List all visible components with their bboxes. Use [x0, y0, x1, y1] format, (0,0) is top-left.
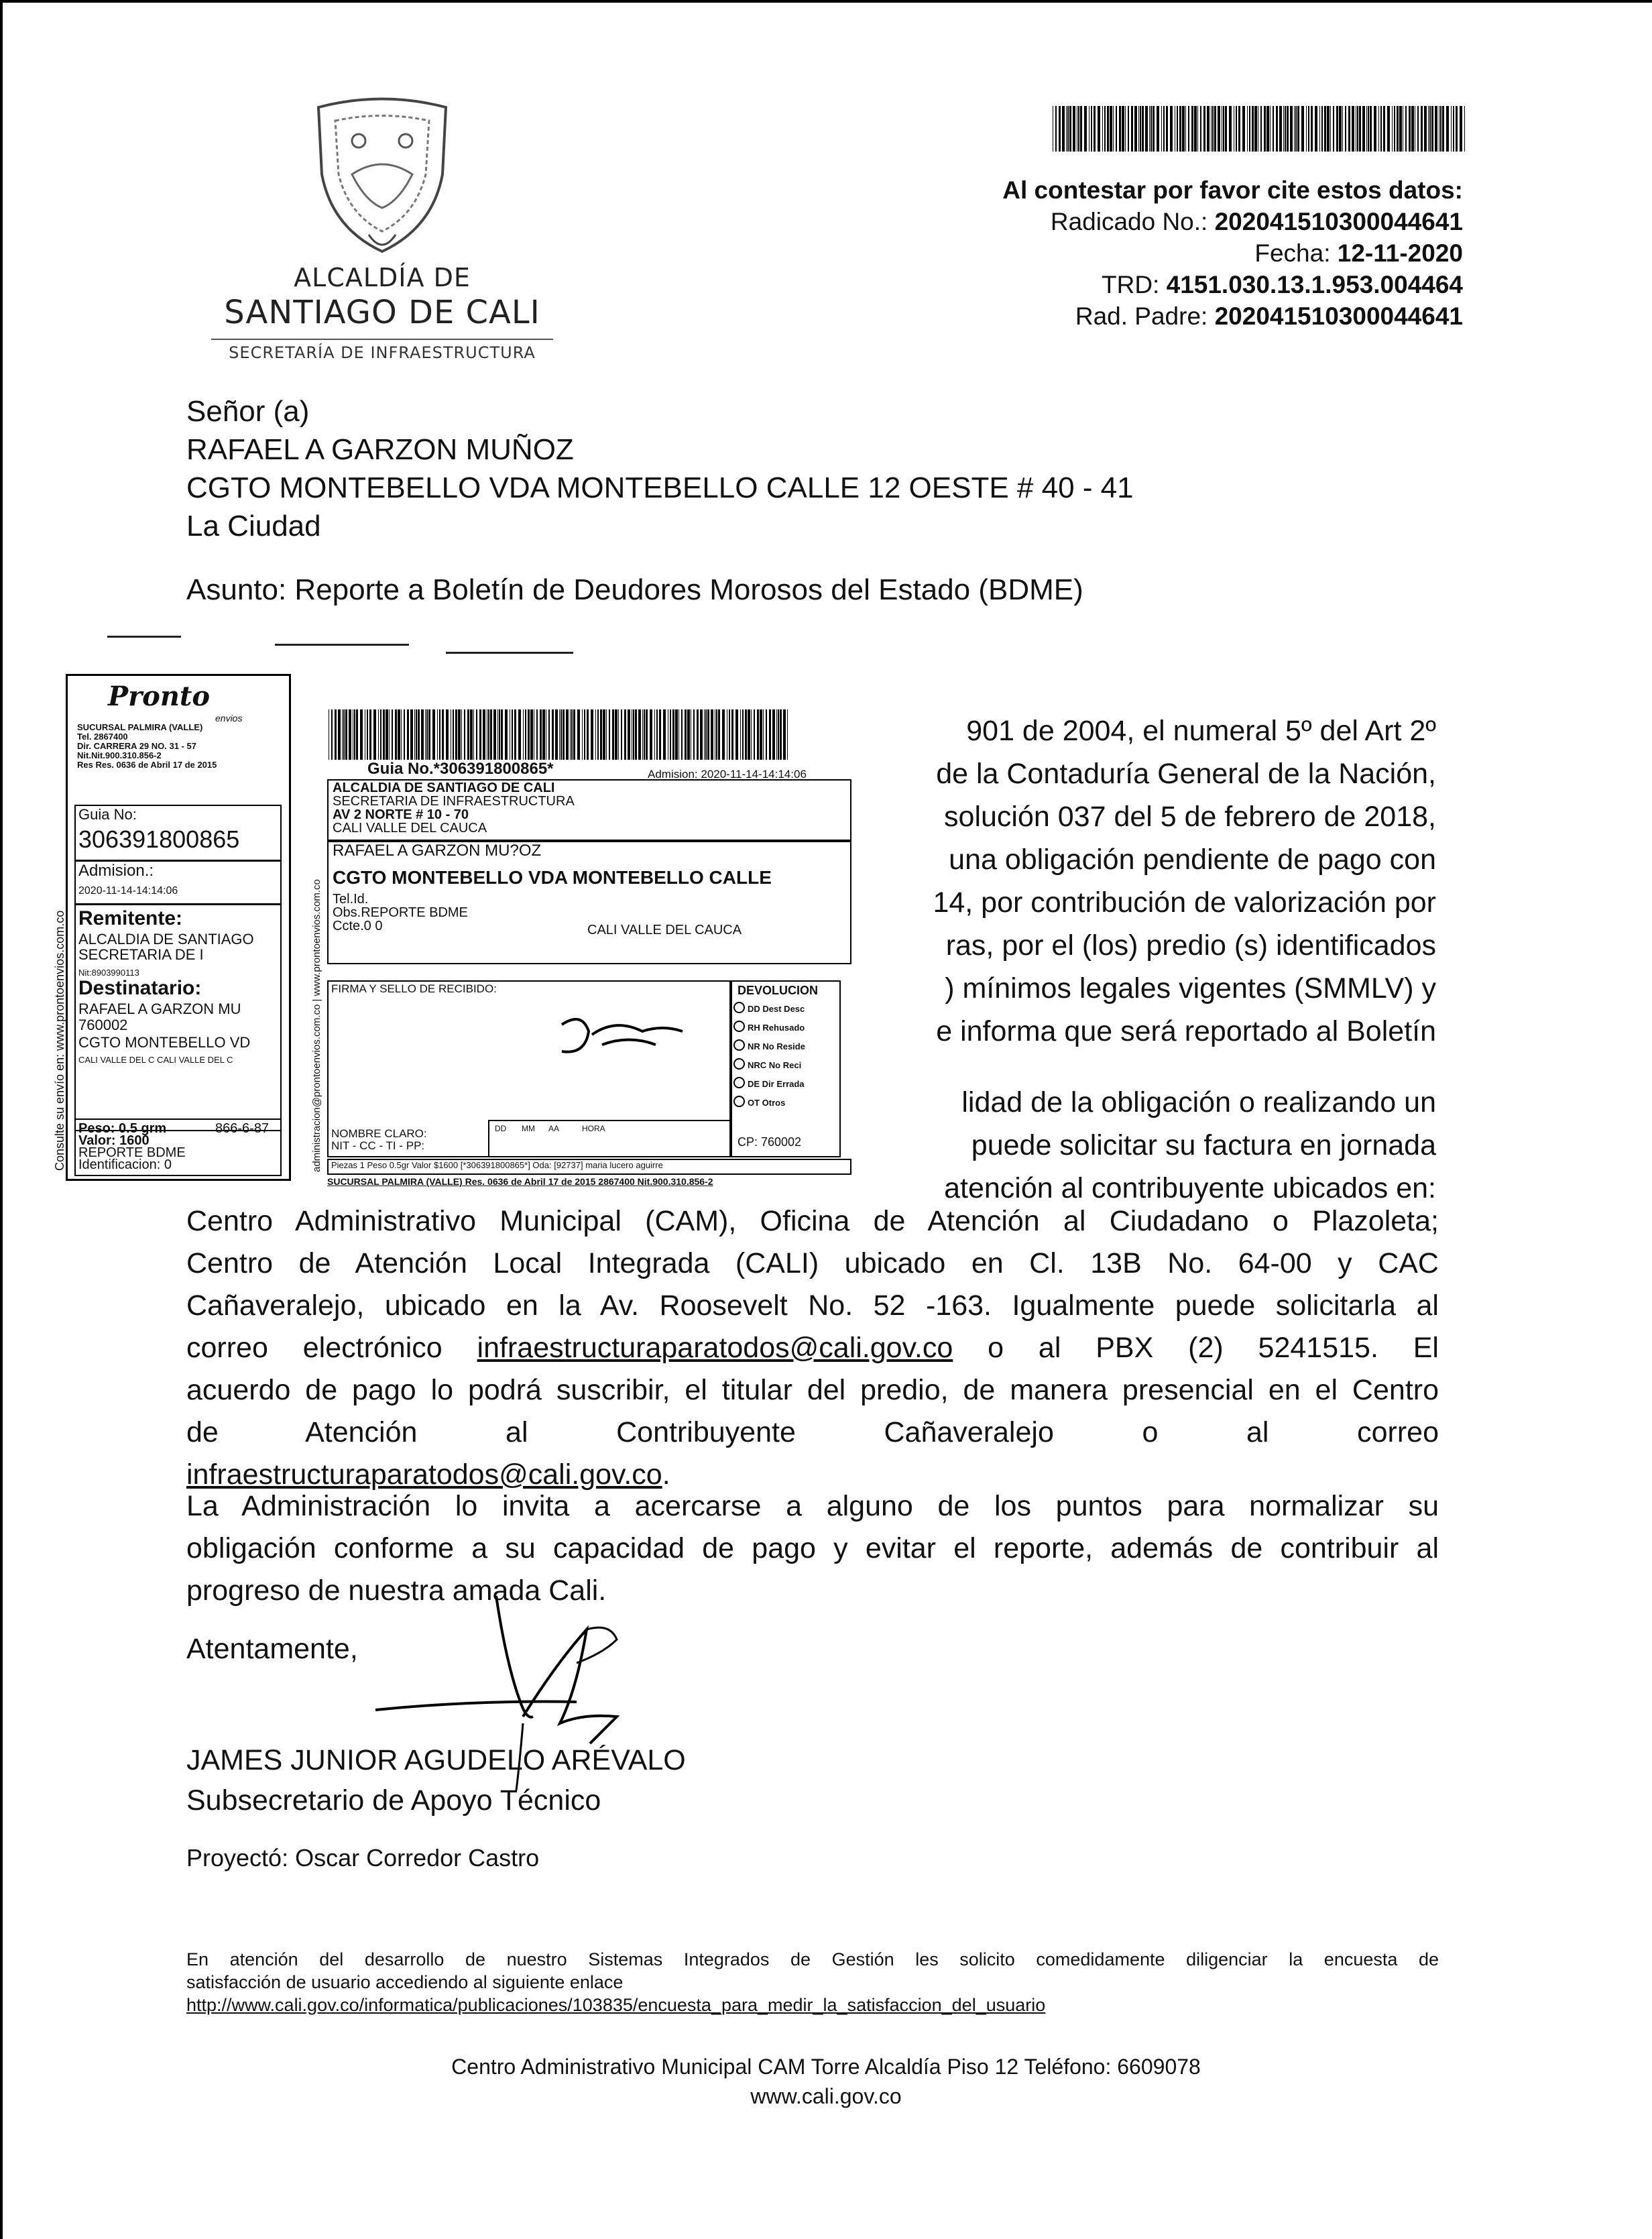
devolucion-label: DEVOLUCION	[738, 984, 819, 997]
sender-line: CALI VALLE DEL CAUCA	[333, 821, 487, 836]
postal-code: CP: 760002	[738, 1135, 802, 1149]
sender-line: ALCALDIA DE SANTIAGO DE CALI	[333, 781, 555, 795]
trd-label: TRD:	[1102, 271, 1160, 298]
barcode-top	[1051, 106, 1467, 152]
org-line-2: SANTIAGO DE CALI	[224, 294, 540, 331]
sender-line: SECRETARIA DE INFRAESTRUCTURA	[333, 794, 575, 809]
footer-website[interactable]: www.cali.gov.co	[750, 2084, 902, 2108]
projected-by: Proyectó: Oscar Corredor Castro	[186, 1844, 540, 1872]
body-line: ras, por el (los) predio (s) identificados	[945, 929, 1436, 962]
divider-dash	[446, 652, 573, 654]
trd-row	[1002, 269, 1463, 300]
recipient-line: CGTO MONTEBELLO VDA MONTEBELLO CALLE	[333, 867, 772, 888]
barcode-receipt	[327, 709, 790, 760]
package-weight: Peso: 0.5 grm	[78, 1121, 167, 1136]
destinatario-line: 760002	[78, 1017, 128, 1033]
courier-branch: SUCURSAL PALMIRA (VALLE)	[77, 722, 203, 732]
destinatario-label: Destinatario:	[78, 977, 202, 999]
survey-line: En atención del desarrollo de nuestro Sistemas Integrados de Gestión les solicito comedidamente diligenciar la encuesta de	[186, 1949, 1439, 1969]
survey-link[interactable]: http://www.cali.gov.co/informatica/publicaciones/103835/encuesta_para_medir_la_satisfaccion_del_usuario	[186, 1995, 1046, 2015]
sender-line: AV 2 NORTE # 10 - 70	[333, 807, 469, 822]
package-code: 866-6-87	[215, 1121, 270, 1136]
recipient-address	[186, 392, 1134, 545]
date-hora: HORA	[582, 1124, 605, 1133]
admision-value: 2020-11-14-14:14:06	[78, 885, 178, 897]
recipient-obs: Obs.REPORTE BDME	[333, 905, 468, 920]
page-footer	[0, 2052, 1652, 2111]
email-suffix: o al PBX (2) 5241515. El	[988, 1332, 1439, 1364]
receipt-bottom-line: SUCURSAL PALMIRA (VALLE) Res. 0636 de Abril 17 de 2015 2867400 Nit.900.310.856-2	[327, 1176, 713, 1187]
courier-receipt-stub	[53, 674, 291, 1181]
signatory-title: Subsecretario de Apoyo Técnico	[186, 1784, 601, 1817]
date-mm: MM	[522, 1124, 535, 1133]
body-line: e informa que será reportado al Boletín	[936, 1015, 1436, 1047]
package-ident: Identificacion: 0	[78, 1157, 172, 1172]
body-line: lidad de la obligación o realizando un	[961, 1086, 1436, 1118]
signatory-block	[186, 1740, 686, 1821]
remitente-line: SECRETARIA DE I	[78, 946, 204, 963]
page-border-left	[0, 0, 3, 2239]
body-line: de la Contaduría General de la Nación,	[936, 758, 1436, 790]
fecha-row	[1002, 237, 1463, 269]
date-aa: AA	[548, 1124, 560, 1133]
radio-icon	[733, 1002, 745, 1013]
firma-label: FIRMA Y SELLO DE RECIBIDO:	[331, 982, 497, 995]
salutation: Señor (a)	[186, 395, 310, 428]
body-line: puede solicitar su factura en jornada	[971, 1129, 1436, 1161]
cite-heading: Al contestar por favor cite estos datos:	[1002, 176, 1463, 204]
recipient-street: CGTO MONTEBELLO VDA MONTEBELLO CALLE 12 OESTE # 40 - 41	[186, 471, 1134, 504]
radicado-row	[1002, 206, 1463, 237]
radio-icon	[733, 1077, 745, 1088]
body-line: 14, por contribución de valorización por	[933, 886, 1436, 919]
receipt-side-text: administracion@prontoenvios.com.co | www.prontoenvios.com.co	[311, 879, 322, 1172]
remitente-label: Remitente:	[78, 907, 183, 929]
survey-line: satisfacción de usuario accediendo al siguiente enlace	[186, 1972, 624, 1992]
recipient-tel: Tel.Id.	[333, 892, 369, 907]
closing-salutation: Atentamente,	[186, 1633, 358, 1665]
body-line: solución 037 del 5 de febrero de 2018,	[944, 801, 1436, 833]
destinatario-line: CALI VALLE DEL C CALI VALLE DEL C	[78, 1055, 233, 1065]
body-paragraph-2-partial	[858, 1081, 1436, 1210]
devolucion-option[interactable]: NRC No Reci	[733, 1058, 801, 1073]
radicado-value: 202041510300044641	[1214, 208, 1463, 235]
body-line: La Administración lo invita a acercarse a alguno de los puntos para normalizar su	[186, 1490, 1439, 1522]
guia-label: Guia No:	[78, 806, 137, 823]
destinatario-line: RAFAEL A GARZON MU	[78, 1000, 241, 1017]
guia-number: 306391800865	[78, 825, 240, 853]
date-dd: DD	[495, 1124, 507, 1133]
page-border-top	[0, 0, 1652, 3]
fecha-value: 12-11-2020	[1337, 239, 1463, 267]
body-line: 901 de 2004, el numeral 5º del Art 2º	[966, 715, 1436, 747]
radio-icon	[733, 1039, 745, 1051]
body-line: una obligación pendiente de pago con	[949, 844, 1436, 876]
body-line: de Atención al Contribuyente Cañaveralejo o al correo	[186, 1416, 1439, 1448]
courier-brand-sub: envios	[215, 713, 243, 724]
radicado-label: Radicado No.:	[1050, 208, 1208, 235]
subject-line: Asunto: Reporte a Boletín de Deudores Morosos del Estado (BDME)	[186, 573, 1083, 606]
courier-res: Res Res. 0636 de Abril 17 de 2015	[77, 760, 217, 770]
body-line-email	[186, 1327, 1439, 1369]
radio-icon	[733, 1021, 745, 1032]
courier-dir: Dir. CARRERA 29 NO. 31 - 57	[77, 741, 196, 751]
recipient-line: RAFAEL A GARZON MU?OZ	[333, 842, 542, 860]
receipt-admision: Admision: 2020-11-14-14:14:06	[648, 768, 807, 781]
footer-address: Centro Administrativo Municipal CAM Torre Alcaldía Piso 12 Teléfono: 6609078	[451, 2055, 1201, 2079]
body-line: acuerdo de pago lo podrá suscribir, el titular del predio, de manera presencial en el Centro	[186, 1374, 1439, 1406]
rad-padre-value: 202041510300044641	[1214, 302, 1463, 330]
remitente-nit: Nit:8903990113	[78, 968, 139, 978]
divider-dash	[107, 636, 181, 638]
receipt-guia: Guia No.*306391800865*	[367, 760, 554, 778]
recipient-ccte: Ccte.0 0	[333, 919, 383, 933]
body-line: atención al contribuyente ubicados en:	[944, 1172, 1436, 1204]
devolucion-option[interactable]: NR No Reside	[733, 1039, 805, 1054]
courier-receipt-label	[311, 709, 851, 1194]
remitente-line: ALCALDIA DE SANTIAGO	[78, 931, 254, 948]
body-line: progreso de nuestra amada Cali.	[186, 1574, 607, 1607]
nit-cc-label: NIT - CC - TI - PP:	[331, 1139, 425, 1152]
coat-of-arms-logo	[305, 94, 459, 262]
body-paragraph-2	[186, 1200, 1439, 1496]
recipient-city: La Ciudad	[186, 510, 321, 542]
email-link[interactable]: infraestructuraparatodos@cali.gov.co	[477, 1332, 953, 1364]
devolucion-option[interactable]: OT Otros	[733, 1096, 785, 1110]
courier-brand: Pronto	[108, 681, 211, 712]
devolucion-option[interactable]: RH Rehusado	[733, 1021, 805, 1035]
rad-padre-row	[1002, 300, 1463, 332]
body-line: obligación conforme a su capacidad de pago y evitar el reporte, además de contribuir al	[186, 1532, 1439, 1564]
rad-padre-label: Rad. Padre:	[1075, 302, 1208, 330]
tracking-website: Consulte su envío en: www.prontoenvios.com.co	[53, 910, 66, 1171]
devolucion-option[interactable]: DE Dir Errada	[733, 1077, 805, 1092]
divider-dash	[275, 644, 409, 646]
package-value: Valor: 1600	[78, 1133, 150, 1148]
nombre-label: NOMBRE CLARO:	[331, 1127, 427, 1140]
piezas-line: Piezas 1 Peso 0.5gr Valor $1600 [*306391800865*] Oda: [92737] maria lucero aguirre	[331, 1160, 663, 1170]
receipt-stamp-scribble	[555, 1004, 689, 1065]
org-line-3: SECRETARÍA DE INFRAESTRUCTURA	[229, 343, 536, 362]
recipient-city: CALI VALLE DEL CAUCA	[587, 923, 742, 937]
package-obs: REPORTE BDME	[78, 1145, 186, 1160]
body-line: ) mínimos legales vigentes (SMMLV) y	[945, 972, 1436, 1004]
courier-nit: Nit.Nit.900.310.856-2	[77, 750, 162, 760]
signatory-name: JAMES JUNIOR AGUDELO ARÉVALO	[186, 1744, 686, 1776]
citation-block	[1002, 174, 1463, 332]
body-line: Centro Administrativo Municipal (CAM), Oficina de Atención al Ciudadano o Plazoleta;	[186, 1205, 1439, 1237]
destinatario-line: CGTO MONTEBELLO VD	[78, 1034, 251, 1051]
radio-icon	[733, 1058, 745, 1070]
body-paragraph-1	[858, 709, 1436, 1053]
email-link[interactable]: infraestructuraparatodos@cali.gov.co	[186, 1458, 662, 1491]
recipient-name: RAFAEL A GARZON MUÑOZ	[186, 433, 574, 466]
email-prefix: correo electrónico	[186, 1332, 442, 1364]
body-line-email-end: infraestructuraparatodos@cali.gov.co.	[186, 1458, 670, 1491]
fecha-label: Fecha:	[1254, 239, 1331, 267]
devolucion-option[interactable]: DD Dest Desc	[733, 1002, 805, 1017]
org-line-1: ALCALDÍA DE	[294, 263, 471, 292]
courier-tel: Tel. 2867400	[77, 732, 128, 742]
trd-value: 4151.030.13.1.953.004464	[1166, 271, 1463, 298]
admision-label: Admision.:	[78, 862, 154, 880]
radio-icon	[733, 1096, 745, 1107]
body-line: Cañaveralejo, ubicado en la Av. Roosevelt No. 52 -163. Igualmente puede solicitarla al	[186, 1289, 1439, 1322]
body-line: Centro de Atención Local Integrada (CALI) ubicado en Cl. 13B No. 64-00 y CAC	[186, 1247, 1439, 1279]
org-divider	[211, 339, 553, 340]
survey-note	[186, 1948, 1439, 2016]
